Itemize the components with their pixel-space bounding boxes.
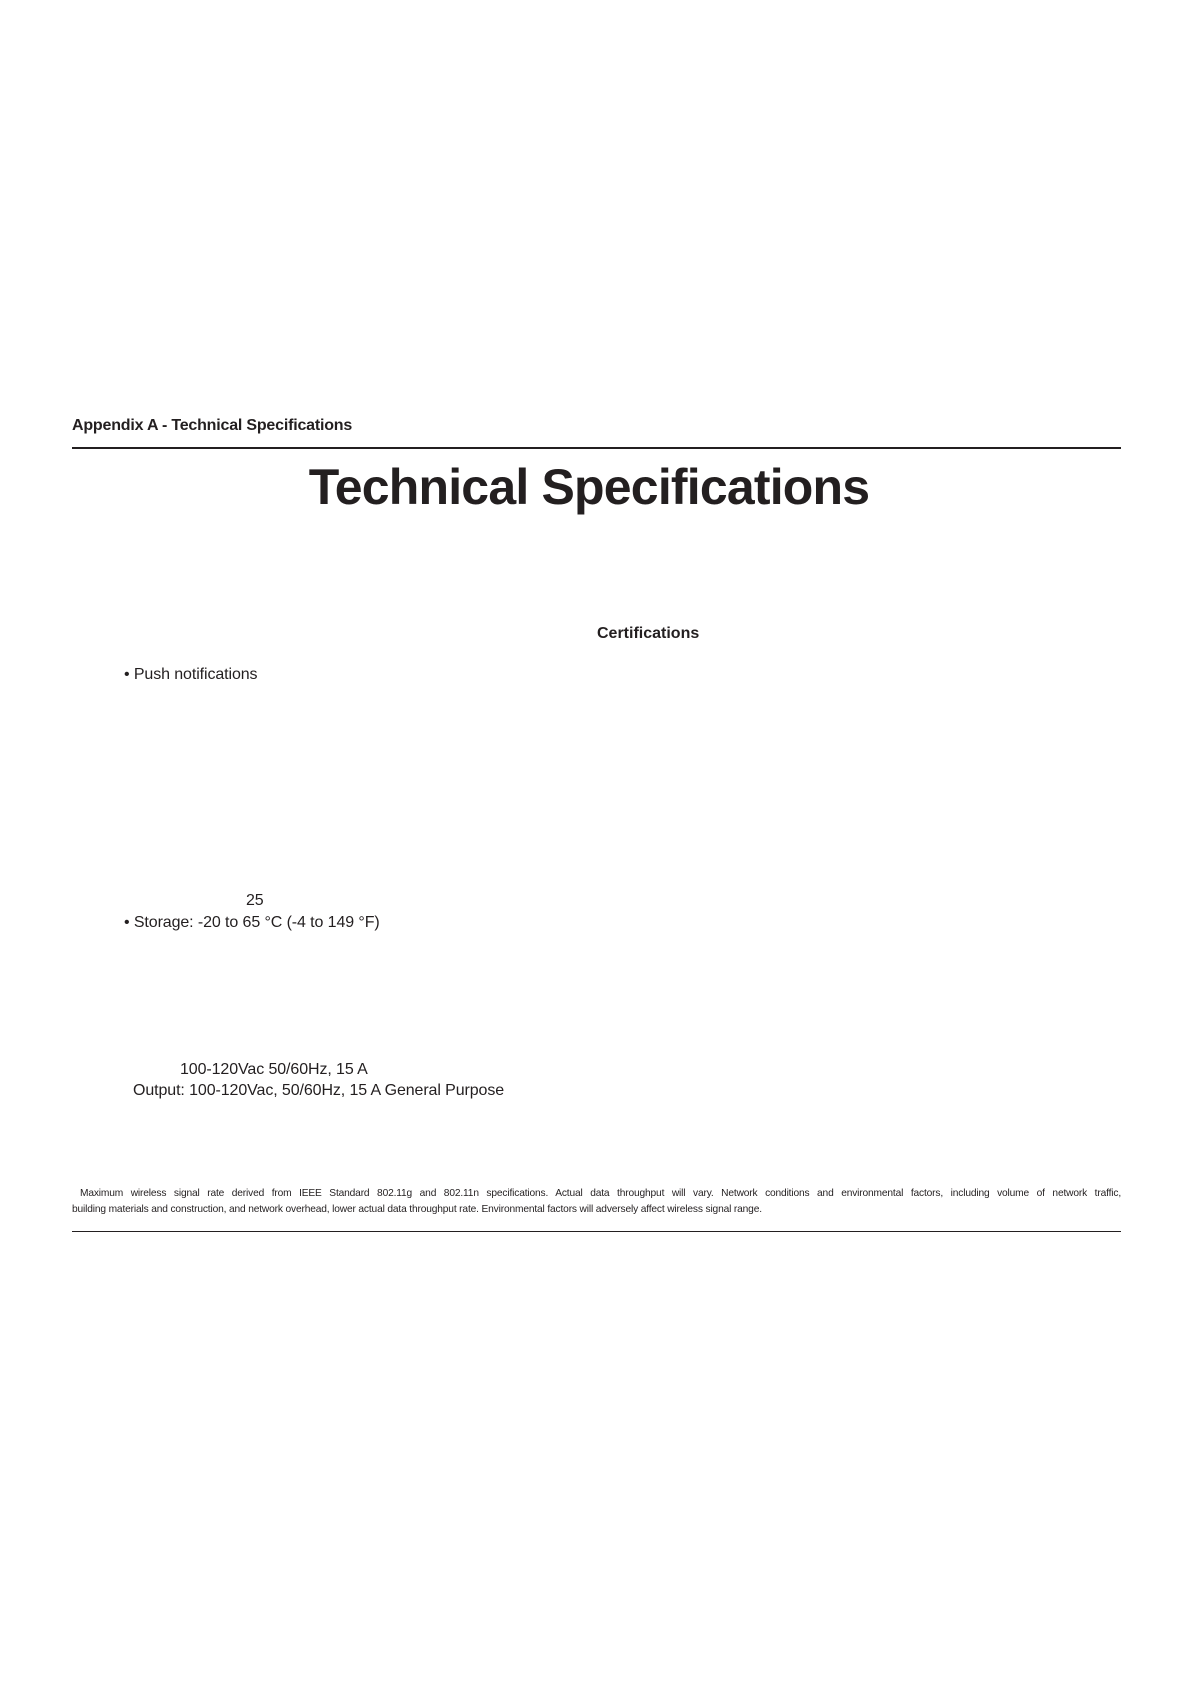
footnote-line-2: building materials and construction, and network overhead, lower actual data throughput rate. Environmental factors will adversely affect wireless signal range. [72, 1204, 762, 1215]
storage-temperature: • Storage: -20 to 65 °C (-4 to 149 °F) [124, 914, 380, 931]
page-title-text: Technical Specifications [308, 459, 870, 515]
page-title [0, 458, 1192, 516]
power-input-fragment: 100-120Vac 50/60Hz, 15 A [180, 1061, 368, 1078]
footnote-line-1: Maximum wireless signal rate derived from IEEE Standard 802.11g and 802.11n specifications. Actual data throughput will vary. Network conditions and environmental factors, including volume of network traffic, [80, 1188, 1121, 1199]
section-header-label: Appendix A - Technical Specifications [72, 417, 353, 434]
environment-fragment: 25 [246, 892, 264, 909]
footnote [72, 1186, 1121, 1218]
header-divider [72, 447, 1121, 449]
footer-divider [72, 1231, 1121, 1232]
feature-push-notifications: • Push notifications [124, 666, 258, 683]
power-output: Output: 100-120Vac, 50/60Hz, 15 A General Purpose [133, 1082, 505, 1099]
certifications-heading: Certifications [597, 625, 700, 642]
